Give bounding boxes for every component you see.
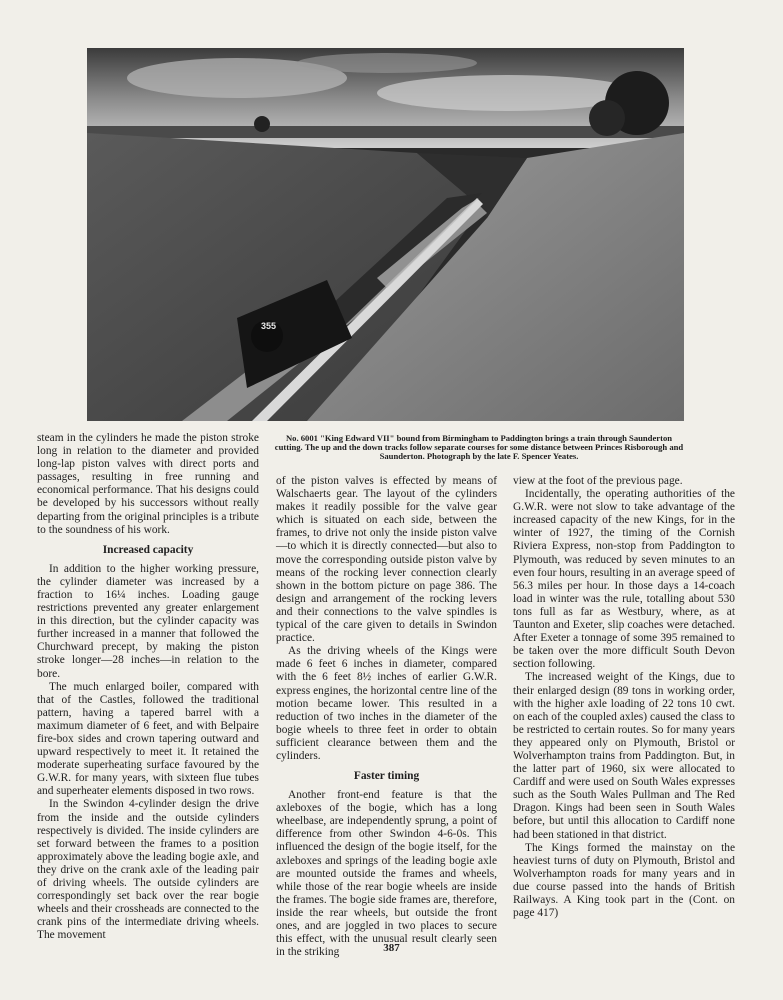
page-number: 387 bbox=[383, 942, 400, 954]
paragraph: As the driving wheels of the Kings were made 6 feet 6 inches in diameter, compared with the 6 feet 8½ inches of earlier G.W.R. express engines, the horizontal centre line of the motion became lower. This resulted in a reduction of two inches in the diameter of the bogie wheels to three feet in order to obtain sufficient clearance between them and the cylinders. bbox=[276, 645, 497, 762]
paragraph: of the piston valves is effected by means of Walschaerts gear. The layout of the cylinders makes it readily possible for the valve gear which is situated on each side, between the frames, to drive not only the inside piston valve—to which it is directly connected—but also to move the corresponding outside piston valve by means of the rocking lever connection clearly shown in the bottom picture on page 386. The design and arrangement of the rocking levers and their connections to the valve spindles is typical of the care given to details in Swindon practice. bbox=[276, 475, 497, 645]
text-column-3 bbox=[513, 475, 735, 920]
paragraph: The increased weight of the Kings, due to their enlarged design (89 tons in working order, with the higher axle loading of 22 tons 10 cwt. on each of the coupled axles) caused the class to be restricted to certain routes. So for many years they appeared only on Plymouth, Bristol or Wolverhampton trains from Paddington. But, in the latter part of 1960, six were allocated to Cardiff and were used on South Wales expresses such as the South Wales Pullman and The Red Dragon. Kings had been seen in South Wales before, but until this allocation to Cardiff none had been stationed in that district. bbox=[513, 671, 735, 841]
text-column-2 bbox=[276, 475, 497, 959]
paragraph: In addition to the higher working pressure, the cylinder diameter was increased by a fraction to 16¼ inches. Loading gauge restrictions prevented any greater enlargement in this direction, but the cylinder capacity was further increased in a manner that followed the Churchward precept, by making the piston stroke longer—28 inches—in relation to the bore. bbox=[37, 562, 259, 680]
engine-number-plate: 355 bbox=[261, 321, 277, 331]
train-photo bbox=[87, 48, 684, 421]
text-column-1 bbox=[37, 432, 259, 942]
paragraph: The Kings formed the mainstay on the heaviest turns of duty on Plymouth, Bristol and Wolverhampton roads for many years and in due course passed into the hands of British Railways. A King took part in the (Cont. on page 417) bbox=[513, 841, 735, 920]
paragraph: The much enlarged boiler, compared with that of the Castles, followed the traditional pattern, having a tapered barrel with a maximum diameter of 6 feet, and with Belpaire fire-box sides and crown tapering outward and upward respectively to meet it. It retained the moderate superheating surface favoured by the G.W.R. for many years, with sixteen flue tubes and superheater elements disposed in two rows. bbox=[37, 680, 259, 798]
section-heading: Faster timing bbox=[353, 770, 420, 783]
paragraph: view at the foot of the previous page. bbox=[513, 475, 683, 487]
paragraph: Incidentally, the operating authorities of the G.W.R. were not slow to take advantage of the increased capacity of the new Kings, for in the winter of 1927, the timing of the Cornish Riviera Express, non-stop from Paddington to Plymouth, was reduced by seven minutes to an even four hours, resulting in an average speed of 56.3 miles per hour. In those days a 14-coach load in winter was the rule, totalling about 530 tons full as far as Westbury, where, as at Taunton and Exeter, slip coaches were detached. After Exeter a tonnage of some 395 remained to be taken over the more difficult South Devon section following. bbox=[513, 488, 735, 671]
paragraph: In the Swindon 4-cylinder design the drive from the inside and the outside cylinders respectively is divided. The inside cylinders are set forward between the frames to a position approximately above the leading bogie axle, and they drive on the crank axle of the leading pair of driving wheels. The outside cylinders are correspondingly set back over the rear bogie wheels and their crossheads are connected to the crank pins of the intermediate driving wheels. The movement bbox=[37, 798, 259, 942]
paragraph: Another front-end feature is that the axleboxes of the bogie, which has a long wheelbase, are independently sprung, a point of difference from other Swindon 4-6-0s. This influenced the design of the bogie itself, for the axleboxes and springs of the leading bogie axle are mounted outside the frames and wheels, while those of the rear bogie wheels are inside the frames. The bogie side frames are, therefore, inside the rear wheels, but outside the front ones, and are joggled in two places to secure this effect, with the unusual result clearly seen in the striking bbox=[276, 789, 497, 959]
paragraph: steam in the cylinders he made the piston stroke long in relation to the diameter and provided long-lap piston valves with direct ports and passages, resulting in free running and economical performance. That his designs could be developed by his successors without really departing from the original principles is a tribute to the soundness of his work. bbox=[37, 432, 259, 536]
section-heading: Increased capacity bbox=[102, 543, 194, 556]
photo-caption: No. 6001 "King Edward VII" bound from Birmingham to Paddington brings a train through Saunderton cutting. The up and the down tracks follow separate courses for some distance between Princes Risborough and Saunderton. Photograph by the late F. Spencer Yeates. bbox=[274, 433, 684, 462]
